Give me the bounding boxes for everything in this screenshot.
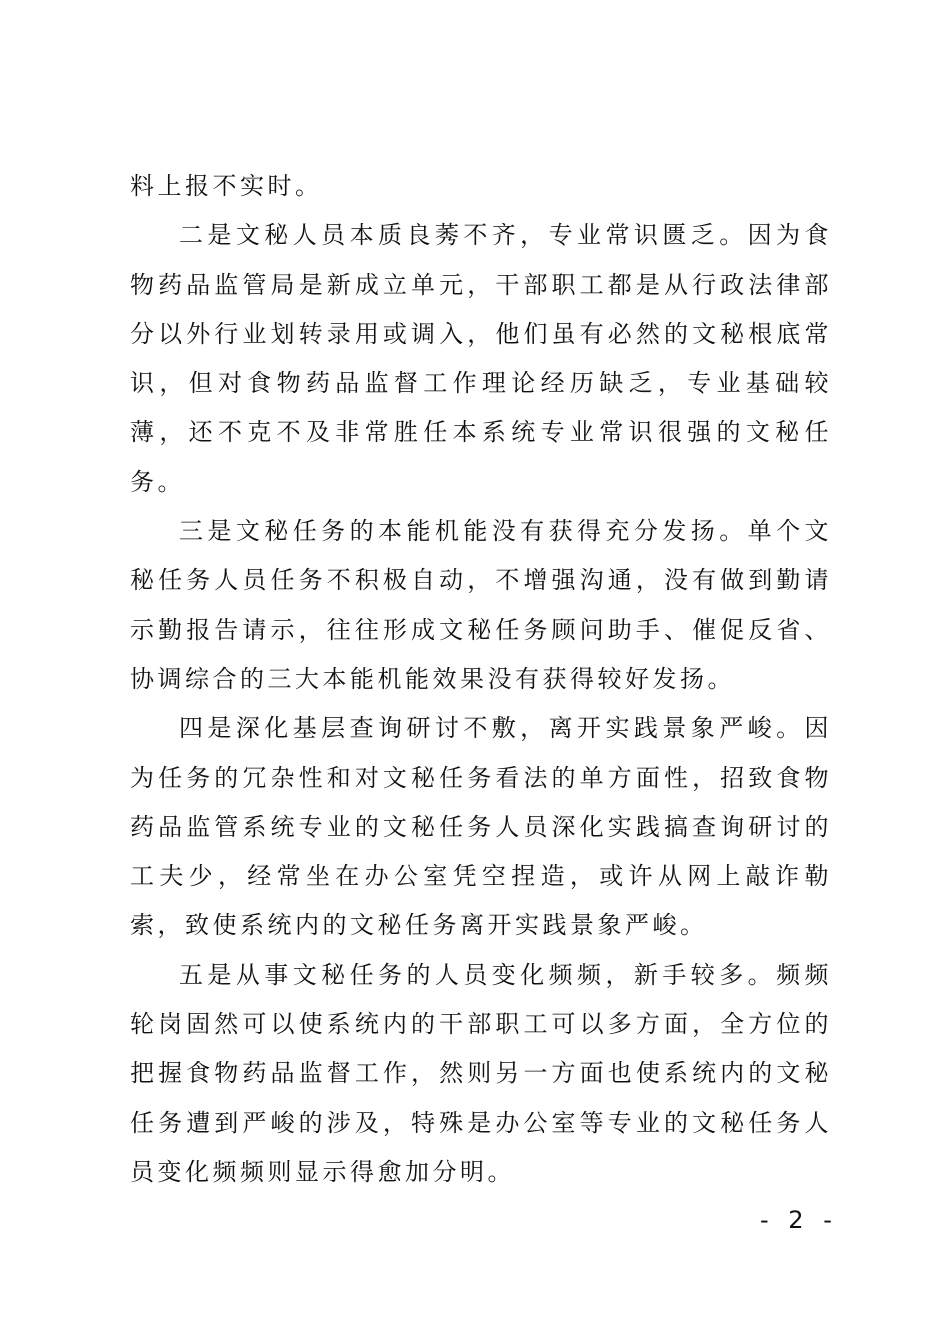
paragraph-point-two: 二是文秘人员本质良莠不齐，专业常识匮乏。因为食物药品监管局是新成立单元，干部职工都是从行政法律部分以外行业划转录用或调入，他们虽有必然的文秘根底常识，但对食物药品监督工作理论经历缺乏，专业基础较薄，还不克不及非常胜任本系统专业常识很强的文秘任务。 (130, 221, 832, 496)
paragraph-point-five: 五是从事文秘任务的人员变化频频，新手较多。频频轮岗固然可以使系统内的干部职工可以多方面，全方位的把握食物药品监督工作，然则另一方面也使系统内的文秘任务遭到严峻的涉及，特殊是办公室等专业的文秘任务人员变化频频则显示得愈加分明。 (130, 960, 832, 1186)
body-text (130, 162, 832, 1197)
paragraph-point-three: 三是文秘任务的本能机能没有获得充分发扬。单个文秘任务人员任务不积极自动，不增强沟通，没有做到勤请示勤报告请示，往往形成文秘任务顾问助手、催促反省、协调综合的三大本能机能效果没有获得较好发扬。 (130, 517, 832, 693)
paragraph-point-four: 四是深化基层查询研讨不敷，离开实践景象严峻。因为任务的冗杂性和对文秘任务看法的单方面性，招致食物药品监管系统专业的文秘任务人员深化实践搞查询研讨的工夫少，经常坐在办公室凭空捏造，或许从网上敲诈勒索，致使系统内的文秘任务离开实践景象严峻。 (130, 714, 832, 940)
paragraph-continuation: 料上报不实时。 (130, 172, 323, 200)
page-number: - 2 - (760, 1206, 838, 1234)
